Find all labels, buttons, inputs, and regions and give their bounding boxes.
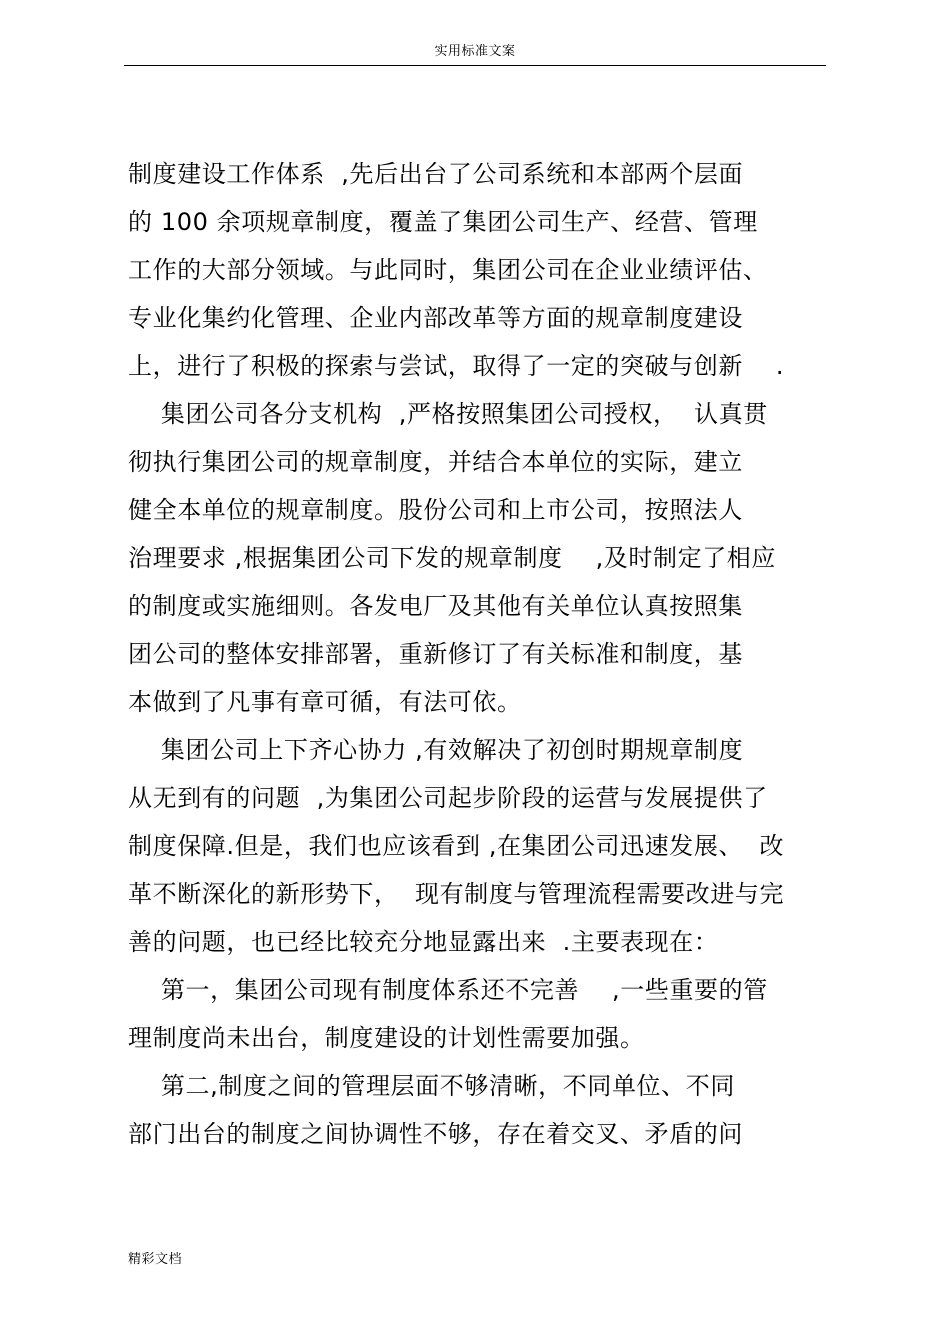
body-line: 部门出台的制度之间协调性不够，存在着交叉、矛盾的问 (128, 1120, 743, 1148)
body-line: 的 100 余项规章制度，覆盖了集团公司生产、经营、管理 (128, 208, 758, 236)
body-line: 工作的大部分领域。与此同时，集团公司在企业业绩评估、 (128, 256, 768, 284)
page-header: 实用标准文案 (434, 44, 516, 59)
body-line: 第二,制度之间的管理层面不够清晰，不同单位、不同 (128, 1072, 735, 1100)
body-line: 团公司的整体安排部署，重新修订了有关标准和制度，基 (128, 640, 743, 668)
body-line: 专业化集约化管理、企业内部改革等方面的规章制度建设 (128, 304, 743, 332)
body-line: 本做到了凡事有章可循，有法可依。 (128, 688, 522, 716)
body-line: 集团公司各分支机构 ,严格按照集团公司授权， 认真贯 (128, 400, 768, 428)
body-line: 治理要求 ,根据集团公司下发的规章制度 ,及时制定了相应 (128, 544, 777, 572)
page-footer: 精彩文档 (128, 1252, 183, 1267)
body-line: 制度建设工作体系 ,先后出台了公司系统和本部两个层面 (128, 160, 744, 188)
body-line: 革不断深化的新形势下， 现有制度与管理流程需要改进与完 (128, 880, 785, 908)
body-line: 第一，集团公司现有制度体系还不完善 ,一些重要的管 (128, 976, 768, 1004)
body-line: 上，进行了积极的探索与尝试，取得了一定的突破与创新 . (128, 352, 785, 380)
body-line: 集团公司上下齐心协力 ,有效解决了初创时期规章制度 (128, 736, 744, 764)
body-line: 善的问题，也已经比较充分地显露出来 .主要表现在： (128, 928, 719, 956)
body-line: 理制度尚未出台，制度建设的计划性需要加强。 (128, 1024, 645, 1052)
body-line: 从无到有的问题 ,为集团公司起步阶段的运营与发展提供了 (128, 784, 768, 812)
body-line: 的制度或实施细则。各发电厂及其他有关单位认真按照集 (128, 592, 743, 620)
body-line: 彻执行集团公司的规章制度，并结合本单位的实际，建立 (128, 448, 743, 476)
header-rule (124, 65, 826, 66)
body-line: 健全本单位的规章制度。股份公司和上市公司，按照法人 (128, 496, 743, 524)
body-line: 制度保障.但是，我们也应该看到 ,在集团公司迅速发展、 改 (128, 832, 785, 860)
